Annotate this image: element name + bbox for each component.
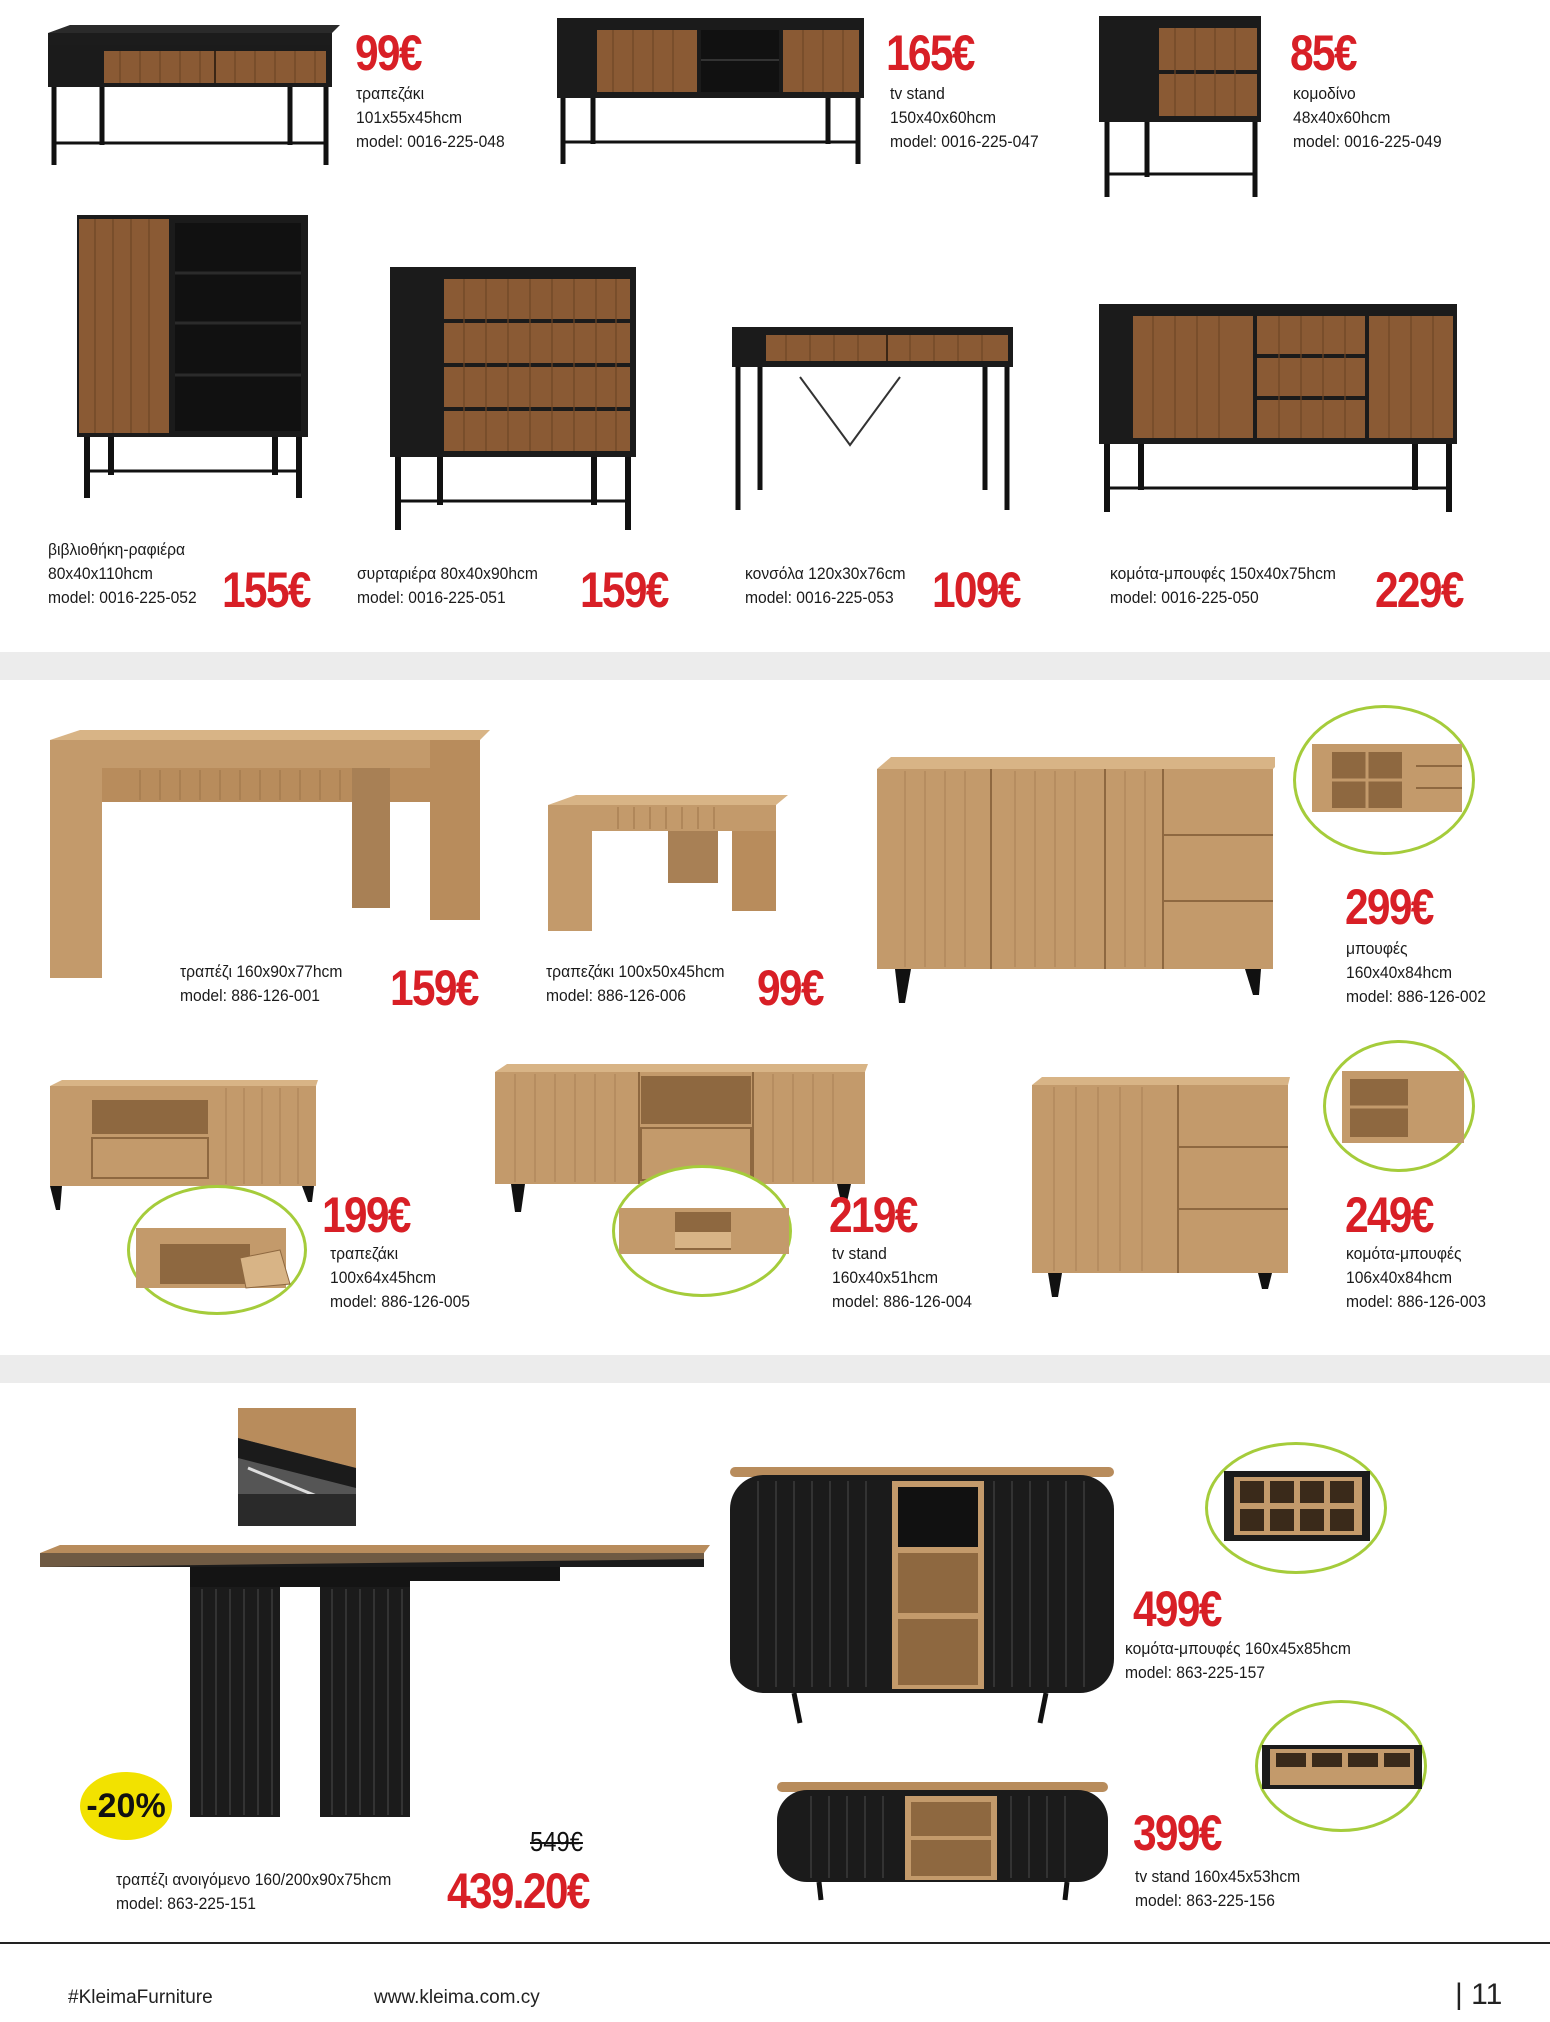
price-tv-stand-004: 219€ (829, 1187, 917, 1243)
product-info-dining-table-001 (180, 960, 342, 1008)
tv-stand-156-image (775, 1780, 1110, 1905)
product-model: model: 886-126-003 (1346, 1292, 1486, 1311)
product-dimensions: 106x40x84hcm (1346, 1268, 1453, 1287)
sideboard-050-image (1097, 302, 1459, 517)
product-model: model: 0016-225-052 (48, 588, 197, 607)
product-info-buffet-002 (1346, 937, 1486, 1009)
chest-of-drawers-051-image (388, 265, 638, 535)
product-type: κομότα-μπουφές (1346, 1244, 1462, 1263)
price-tv-stand-156: 399€ (1133, 1805, 1221, 1861)
product-model: model: 0016-225-051 (357, 588, 506, 607)
product-type: tv stand 160x45x53hcm (1135, 1867, 1301, 1886)
product-model: model: 0016-225-050 (1110, 588, 1259, 607)
product-info-coffee-table-005 (330, 1242, 470, 1314)
price-chest-of-drawers-051: 159€ (580, 562, 668, 618)
product-dimensions: 48x40x60hcm (1293, 108, 1391, 127)
product-model: model: 863-225-157 (1125, 1663, 1265, 1682)
product-dimensions: 101x55x45hcm (356, 108, 463, 127)
product-info-sideboard-050 (1110, 562, 1336, 610)
price-coffee-table-005: 199€ (322, 1187, 410, 1243)
product-dimensions: 160x40x51hcm (832, 1268, 939, 1287)
product-dimensions: 80x40x110hcm (48, 564, 153, 583)
product-info-tv-stand-156 (1135, 1865, 1300, 1913)
price-bookcase-052: 155€ (222, 562, 310, 618)
footer-divider (0, 1942, 1550, 1944)
tv-stand-156-detail-inset (1255, 1700, 1427, 1832)
product-type: κομότα-μπουφές 150x40x75hcm (1110, 564, 1336, 583)
product-model: model: 863-225-156 (1135, 1891, 1275, 1910)
price-buffet-003: 249€ (1345, 1187, 1433, 1243)
product-type: τραπέζι 160x90x77hcm (180, 962, 343, 981)
product-info-tv-stand-004 (832, 1242, 972, 1314)
price-buffet-002: 299€ (1345, 879, 1433, 935)
price-nightstand-049: 85€ (1290, 25, 1356, 81)
dining-table-001-image (50, 730, 490, 980)
product-model: model: 886-126-006 (546, 986, 686, 1005)
extension-mechanism-detail-image (238, 1408, 356, 1526)
tv-stand-004-detail-inset (612, 1165, 792, 1297)
buffet-157-detail-inset (1205, 1442, 1387, 1574)
product-model: model: 886-126-001 (180, 986, 320, 1005)
product-type: βιβλιοθήκη-ραφιέρα (48, 540, 186, 559)
section-divider (0, 652, 1550, 680)
product-info-console-053 (745, 562, 906, 610)
coffee-table-048-image (40, 25, 340, 175)
page-number: | 11 (1455, 1978, 1503, 2011)
product-model: model: 0016-225-047 (890, 132, 1039, 151)
discount-percent: -20% (86, 1786, 166, 1825)
product-info-coffee-table-048 (356, 82, 505, 154)
buffet-003-detail-inset (1323, 1040, 1475, 1172)
product-dimensions: 160x40x84hcm (1346, 963, 1453, 982)
product-type: τραπέζι ανοιγόμενο 160/200x90x75hcm (116, 1870, 392, 1889)
buffet-002-detail-inset (1293, 705, 1475, 855)
price-console-053: 109€ (932, 562, 1020, 618)
product-model: model: 0016-225-049 (1293, 132, 1442, 151)
coffee-table-005-detail-inset (127, 1185, 307, 1315)
product-info-chest-of-drawers-051 (357, 562, 538, 610)
price-dining-table-001: 159€ (390, 960, 478, 1016)
product-type: tv stand (890, 84, 945, 103)
product-info-nightstand-049 (1293, 82, 1442, 154)
footer-website-link[interactable]: www.kleima.com.cy (374, 1987, 540, 2008)
product-type: κονσόλα 120x30x76cm (745, 564, 906, 583)
tv-stand-047-image (553, 14, 868, 169)
product-info-buffet-157 (1125, 1637, 1351, 1685)
footer-hashtag: #KleimaFurniture (68, 1987, 213, 2008)
buffet-157-image (728, 1465, 1116, 1725)
product-dimensions: 100x64x45hcm (330, 1268, 437, 1287)
product-type: μπουφές (1346, 939, 1408, 958)
price-coffee-table-006: 99€ (757, 960, 823, 1016)
product-model: model: 863-225-151 (116, 1894, 256, 1913)
buffet-002-image (875, 755, 1275, 1005)
product-type: κομοδίνο (1293, 84, 1356, 103)
product-info-bookcase-052 (48, 538, 197, 610)
section-divider (0, 1355, 1550, 1383)
product-type: τραπεζάκι (330, 1244, 399, 1263)
console-053-image (730, 325, 1015, 515)
product-model: model: 0016-225-048 (356, 132, 505, 151)
product-model: model: 886-126-004 (832, 1292, 972, 1311)
product-model: model: 0016-225-053 (745, 588, 894, 607)
price-dining-table-151: 439.20€ (447, 1863, 589, 1919)
price-buffet-157: 499€ (1133, 1581, 1221, 1637)
product-dimensions: 150x40x60hcm (890, 108, 997, 127)
product-type: τραπεζάκι (356, 84, 425, 103)
nightstand-049-image (1095, 12, 1265, 202)
discount-badge (80, 1772, 172, 1840)
product-model: model: 886-126-005 (330, 1292, 470, 1311)
product-type: συρταριέρα 80x40x90hcm (357, 564, 538, 583)
buffet-003-image (1030, 1075, 1290, 1300)
product-info-dining-table-151 (116, 1868, 391, 1916)
coffee-table-006-image (548, 795, 788, 935)
price-tv-stand-047: 165€ (886, 25, 974, 81)
product-info-tv-stand-047 (890, 82, 1039, 154)
product-info-buffet-003 (1346, 1242, 1486, 1314)
price-coffee-table-048: 99€ (355, 25, 421, 81)
bookcase-052-image (75, 213, 310, 503)
product-type: τραπεζάκι 100x50x45hcm (546, 962, 725, 981)
old-price: 549€ (530, 1826, 583, 1857)
product-info-coffee-table-006 (546, 960, 724, 1008)
product-type: tv stand (832, 1244, 887, 1263)
product-model: model: 886-126-002 (1346, 987, 1486, 1006)
price-sideboard-050: 229€ (1375, 562, 1463, 618)
product-type: κομότα-μπουφές 160x45x85hcm (1125, 1639, 1351, 1658)
